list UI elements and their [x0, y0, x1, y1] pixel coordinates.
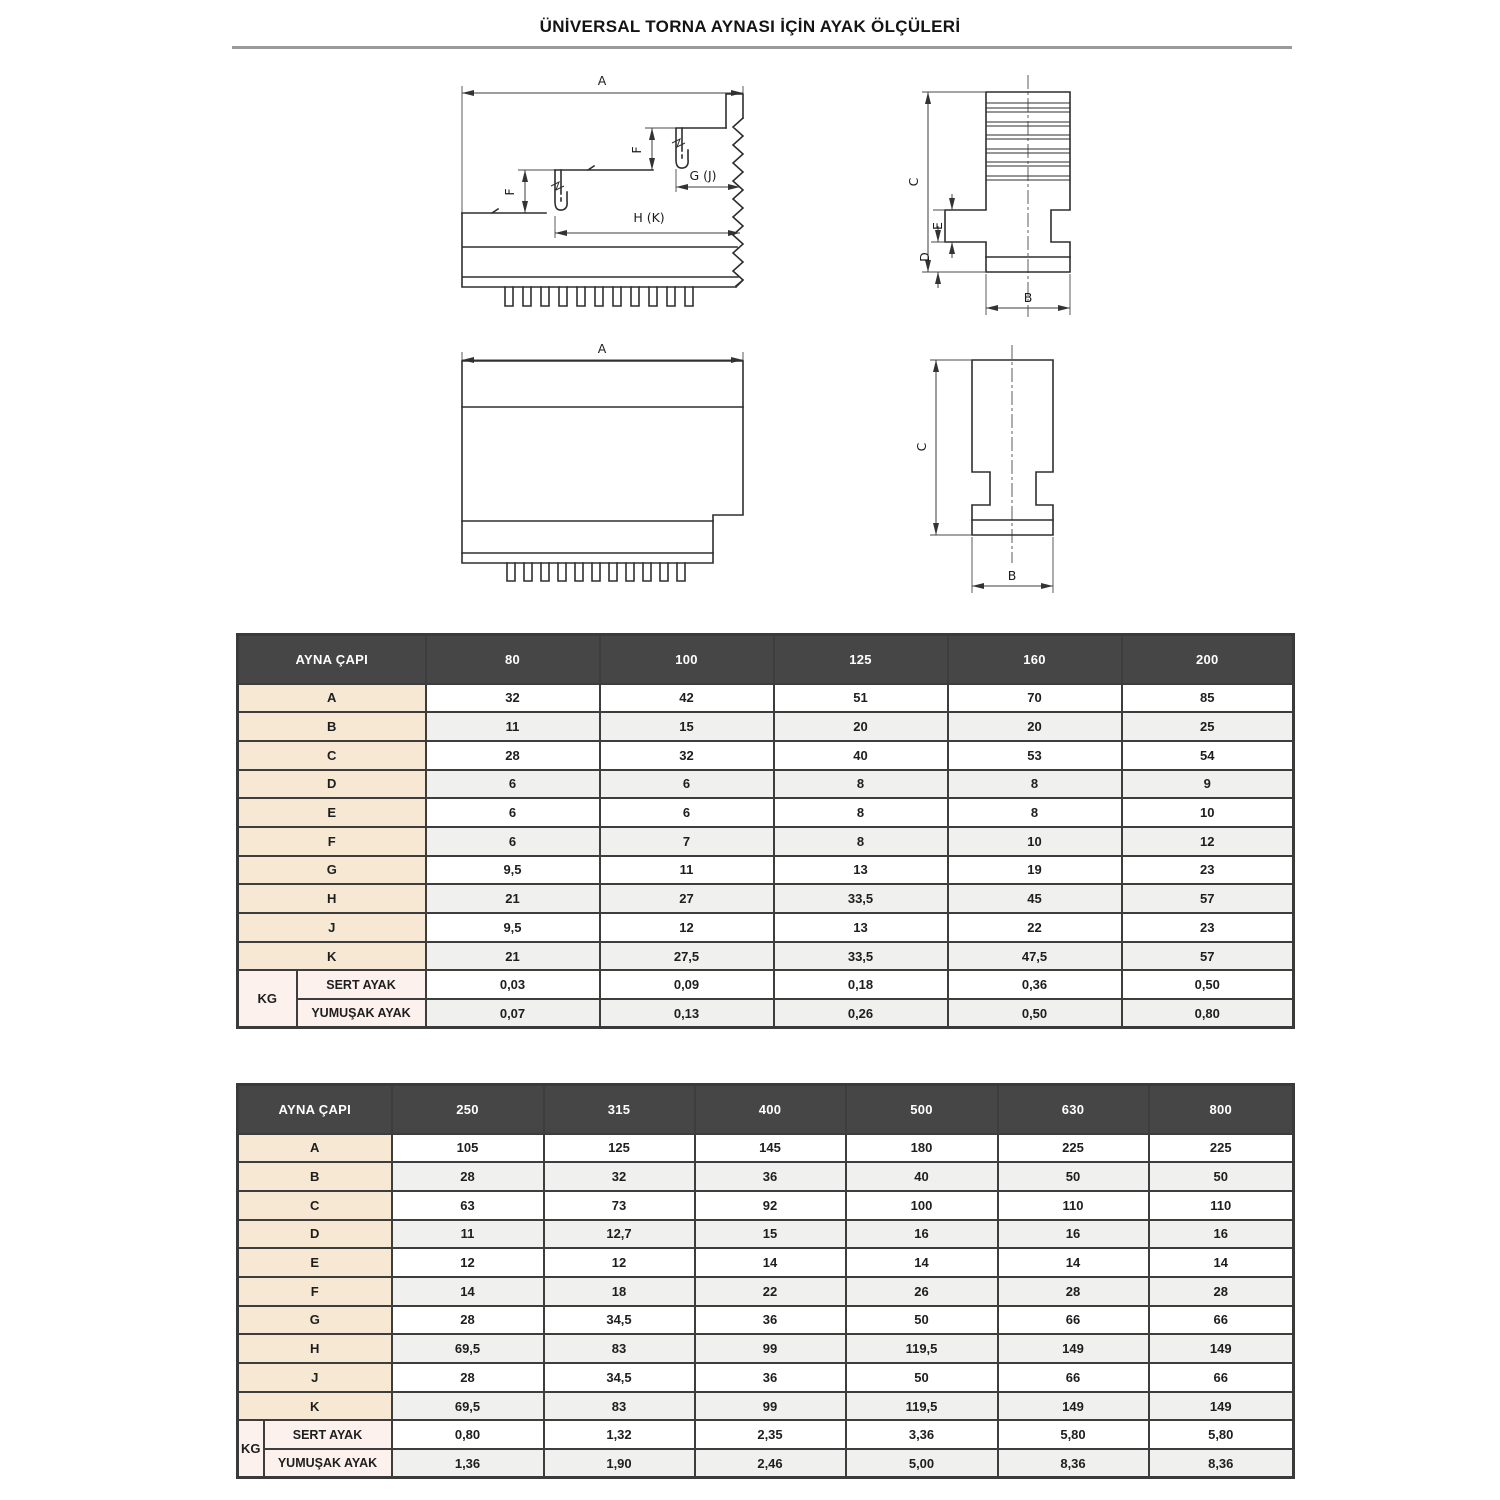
dim-label-e: E [930, 222, 945, 230]
dimension-value: 119,5 [846, 1392, 998, 1421]
dim-label-d: D [917, 252, 932, 262]
size-column-header: 125 [774, 635, 948, 684]
dimension-value: 99 [695, 1392, 846, 1421]
dimension-value: 8 [948, 770, 1122, 799]
dimension-row-label: G [238, 856, 426, 885]
dimension-lines [906, 92, 1070, 315]
dimension-value: 22 [695, 1277, 846, 1306]
size-column-header: 400 [695, 1085, 846, 1134]
dimension-value: 40 [774, 741, 948, 770]
dimension-value: 45 [948, 884, 1122, 913]
dimension-row-label: K [238, 1392, 392, 1421]
dimension-value: 69,5 [392, 1392, 544, 1421]
chuck-diameter-header: AYNA ÇAPI [238, 635, 426, 684]
dimension-value: 83 [544, 1392, 695, 1421]
dimension-value: 110 [998, 1191, 1149, 1220]
dimension-value: 21 [426, 884, 600, 913]
dimension-row-label: D [238, 770, 426, 799]
dimensions-table-small-chucks [236, 633, 1295, 1029]
dimension-row-label: A [238, 1134, 392, 1163]
jaw-type-label: SERT AYAK [264, 1420, 392, 1449]
weight-value: 2,46 [695, 1449, 846, 1478]
size-column-header: 100 [600, 635, 774, 684]
dimension-value: 14 [998, 1248, 1149, 1277]
dimension-value: 36 [695, 1306, 846, 1335]
dimension-value: 149 [1149, 1392, 1294, 1421]
weight-value: 8,36 [1149, 1449, 1294, 1478]
dimension-row-label: F [238, 827, 426, 856]
dimension-value: 34,5 [544, 1363, 695, 1392]
dimension-row-label: E [238, 798, 426, 827]
weight-value: 8,36 [998, 1449, 1149, 1478]
dimension-value: 28 [998, 1277, 1149, 1306]
dimension-value: 28 [426, 741, 600, 770]
dimension-row-label: J [238, 1363, 392, 1392]
dimension-value: 70 [948, 684, 1122, 713]
dimension-row-label: B [238, 1162, 392, 1191]
dimension-value: 11 [392, 1220, 544, 1249]
dim-label-gj: G (J) [689, 168, 717, 183]
dimension-value: 40 [846, 1162, 998, 1191]
dimension-value: 83 [544, 1334, 695, 1363]
dimension-value: 12 [600, 913, 774, 942]
dimension-value: 145 [695, 1134, 846, 1163]
weight-value: 0,80 [1122, 999, 1294, 1028]
dim-label-f-lower: F [502, 188, 517, 196]
dimension-row-label: H [238, 884, 426, 913]
dimension-value: 8 [774, 770, 948, 799]
dimension-value: 28 [392, 1162, 544, 1191]
dimension-value: 149 [998, 1334, 1149, 1363]
dimension-value: 6 [426, 770, 600, 799]
dimension-value: 32 [544, 1162, 695, 1191]
soft-jaw-section-drawing [905, 335, 1080, 610]
page-title: ÜNİVERSAL TORNA AYNASI İÇİN AYAK ÖLÇÜLERİ [539, 17, 961, 36]
weight-value: 3,36 [846, 1420, 998, 1449]
size-column-header: 250 [392, 1085, 544, 1134]
dimension-value: 85 [1122, 684, 1294, 713]
weight-value: 1,32 [544, 1420, 695, 1449]
dimension-value: 10 [1122, 798, 1294, 827]
dimension-value: 28 [392, 1306, 544, 1335]
jaw-body-outline [972, 360, 1053, 535]
jaw-body-outline [945, 92, 1070, 272]
dimension-value: 66 [998, 1363, 1149, 1392]
dimension-value: 15 [600, 712, 774, 741]
jaw-body-outline [462, 94, 743, 306]
title-divider [232, 46, 1292, 49]
dimension-value: 12 [1122, 827, 1294, 856]
dimension-value: 6 [426, 798, 600, 827]
dimension-value: 26 [846, 1277, 998, 1306]
dimension-value: 125 [544, 1134, 695, 1163]
dimension-value: 21 [426, 942, 600, 971]
dimension-value: 9,5 [426, 913, 600, 942]
dimension-value: 20 [774, 712, 948, 741]
dimension-value: 32 [600, 741, 774, 770]
kg-group-label: KG [238, 970, 297, 1027]
dim-label-b: B [1023, 290, 1033, 305]
dimension-value: 6 [426, 827, 600, 856]
weight-value: 2,35 [695, 1420, 846, 1449]
weight-value: 0,26 [774, 999, 948, 1028]
weight-value: 0,13 [600, 999, 774, 1028]
weight-value: 0,09 [600, 970, 774, 999]
dimension-value: 66 [998, 1306, 1149, 1335]
dimension-value: 33,5 [774, 942, 948, 971]
weight-value: 0,80 [392, 1420, 544, 1449]
dimension-value: 12 [392, 1248, 544, 1277]
dimension-value: 36 [695, 1162, 846, 1191]
dimension-value: 180 [846, 1134, 998, 1163]
dim-label-hk: H (K) [633, 210, 665, 225]
dimension-value: 53 [948, 741, 1122, 770]
dimension-value: 9,5 [426, 856, 600, 885]
jaw-type-label: YUMUŞAK AYAK [264, 1449, 392, 1478]
weight-value: 5,00 [846, 1449, 998, 1478]
size-column-header: 500 [846, 1085, 998, 1134]
dimension-value: 50 [846, 1363, 998, 1392]
soft-jaw-profile-drawing [440, 340, 760, 595]
dimension-value: 8 [948, 798, 1122, 827]
weight-value: 5,80 [998, 1420, 1149, 1449]
dimension-value: 6 [600, 798, 774, 827]
dimension-row-label: F [238, 1277, 392, 1306]
weight-value: 0,18 [774, 970, 948, 999]
dimension-value: 149 [998, 1392, 1149, 1421]
dimension-value: 149 [1149, 1334, 1294, 1363]
dimension-row-label: H [238, 1334, 392, 1363]
dimension-row-label: J [238, 913, 426, 942]
dimension-value: 14 [1149, 1248, 1294, 1277]
dimension-value: 69,5 [392, 1334, 544, 1363]
dimension-value: 15 [695, 1220, 846, 1249]
dimension-lines [462, 341, 743, 361]
dimension-value: 42 [600, 684, 774, 713]
dimension-value: 8 [774, 827, 948, 856]
dimension-value: 22 [948, 913, 1122, 942]
dimension-value: 28 [392, 1363, 544, 1392]
dimensions-table-large-chucks [236, 1083, 1295, 1479]
hard-jaw-profile-drawing [440, 70, 760, 320]
dim-label-f-upper: F [629, 146, 644, 154]
dimension-value: 36 [695, 1363, 846, 1392]
weight-value: 0,50 [948, 999, 1122, 1028]
weight-value: 1,36 [392, 1449, 544, 1478]
dimension-value: 33,5 [774, 884, 948, 913]
dimension-value: 99 [695, 1334, 846, 1363]
dimension-row-label: B [238, 712, 426, 741]
size-column-header: 800 [1149, 1085, 1294, 1134]
dimension-value: 16 [1149, 1220, 1294, 1249]
jaw-type-label: SERT AYAK [297, 970, 426, 999]
dimension-row-label: A [238, 684, 426, 713]
dimension-value: 27,5 [600, 942, 774, 971]
size-column-header: 200 [1122, 635, 1294, 684]
weight-value: 0,36 [948, 970, 1122, 999]
dimension-value: 57 [1122, 884, 1294, 913]
dimension-value: 100 [846, 1191, 998, 1220]
dimension-value: 50 [1149, 1162, 1294, 1191]
dimension-value: 9 [1122, 770, 1294, 799]
dimension-value: 14 [695, 1248, 846, 1277]
dimension-value: 11 [426, 712, 600, 741]
weight-value: 1,90 [544, 1449, 695, 1478]
dimension-row-label: C [238, 1191, 392, 1220]
dimension-row-label: K [238, 942, 426, 971]
size-column-header: 80 [426, 635, 600, 684]
hard-jaw-section-drawing [905, 65, 1105, 330]
dimension-value: 225 [1149, 1134, 1294, 1163]
dimension-value: 119,5 [846, 1334, 998, 1363]
jaw-body-outline [462, 361, 743, 581]
size-column-header: 160 [948, 635, 1122, 684]
dimension-value: 11 [600, 856, 774, 885]
size-column-header: 315 [544, 1085, 695, 1134]
dimension-value: 92 [695, 1191, 846, 1220]
dimension-lines [914, 360, 1053, 593]
dimension-row-label: G [238, 1306, 392, 1335]
weight-value: 5,80 [1149, 1420, 1294, 1449]
dimension-value: 50 [998, 1162, 1149, 1191]
dimension-value: 12,7 [544, 1220, 695, 1249]
dimension-value: 6 [600, 770, 774, 799]
dimension-value: 16 [998, 1220, 1149, 1249]
dimension-row-label: C [238, 741, 426, 770]
dimension-value: 18 [544, 1277, 695, 1306]
dimension-value: 23 [1122, 856, 1294, 885]
dimension-value: 27 [600, 884, 774, 913]
dimension-value: 34,5 [544, 1306, 695, 1335]
chuck-diameter-header: AYNA ÇAPI [238, 1085, 392, 1134]
dimension-value: 73 [544, 1191, 695, 1220]
dimension-value: 47,5 [948, 942, 1122, 971]
size-column-header: 630 [998, 1085, 1149, 1134]
dim-label-a: A [597, 73, 607, 88]
dimension-value: 13 [774, 913, 948, 942]
dimension-value: 66 [1149, 1306, 1294, 1335]
dim-label-a: A [597, 341, 607, 356]
dimension-value: 8 [774, 798, 948, 827]
dimension-value: 23 [1122, 913, 1294, 942]
dimension-value: 105 [392, 1134, 544, 1163]
dimension-value: 32 [426, 684, 600, 713]
dimension-value: 28 [1149, 1277, 1294, 1306]
dim-label-c: C [906, 177, 921, 187]
dimension-row-label: D [238, 1220, 392, 1249]
dimension-value: 50 [846, 1306, 998, 1335]
dimension-value: 16 [846, 1220, 998, 1249]
dimension-value: 19 [948, 856, 1122, 885]
dimension-value: 10 [948, 827, 1122, 856]
dim-label-c: C [914, 442, 929, 452]
dimension-value: 7 [600, 827, 774, 856]
dimension-value: 51 [774, 684, 948, 713]
dimension-value: 225 [998, 1134, 1149, 1163]
dimension-value: 63 [392, 1191, 544, 1220]
jaw-type-label: YUMUŞAK AYAK [297, 999, 426, 1028]
weight-value: 0,03 [426, 970, 600, 999]
dimension-value: 14 [392, 1277, 544, 1306]
dim-label-b: B [1007, 568, 1017, 583]
dimension-value: 12 [544, 1248, 695, 1277]
dimension-value: 20 [948, 712, 1122, 741]
dimension-value: 54 [1122, 741, 1294, 770]
weight-value: 0,50 [1122, 970, 1294, 999]
kg-group-label: KG [238, 1420, 264, 1477]
dimension-row-label: E [238, 1248, 392, 1277]
weight-value: 0,07 [426, 999, 600, 1028]
dimension-value: 25 [1122, 712, 1294, 741]
dimension-value: 57 [1122, 942, 1294, 971]
dimension-value: 110 [1149, 1191, 1294, 1220]
dimension-value: 66 [1149, 1363, 1294, 1392]
dimension-value: 13 [774, 856, 948, 885]
dimension-value: 14 [846, 1248, 998, 1277]
